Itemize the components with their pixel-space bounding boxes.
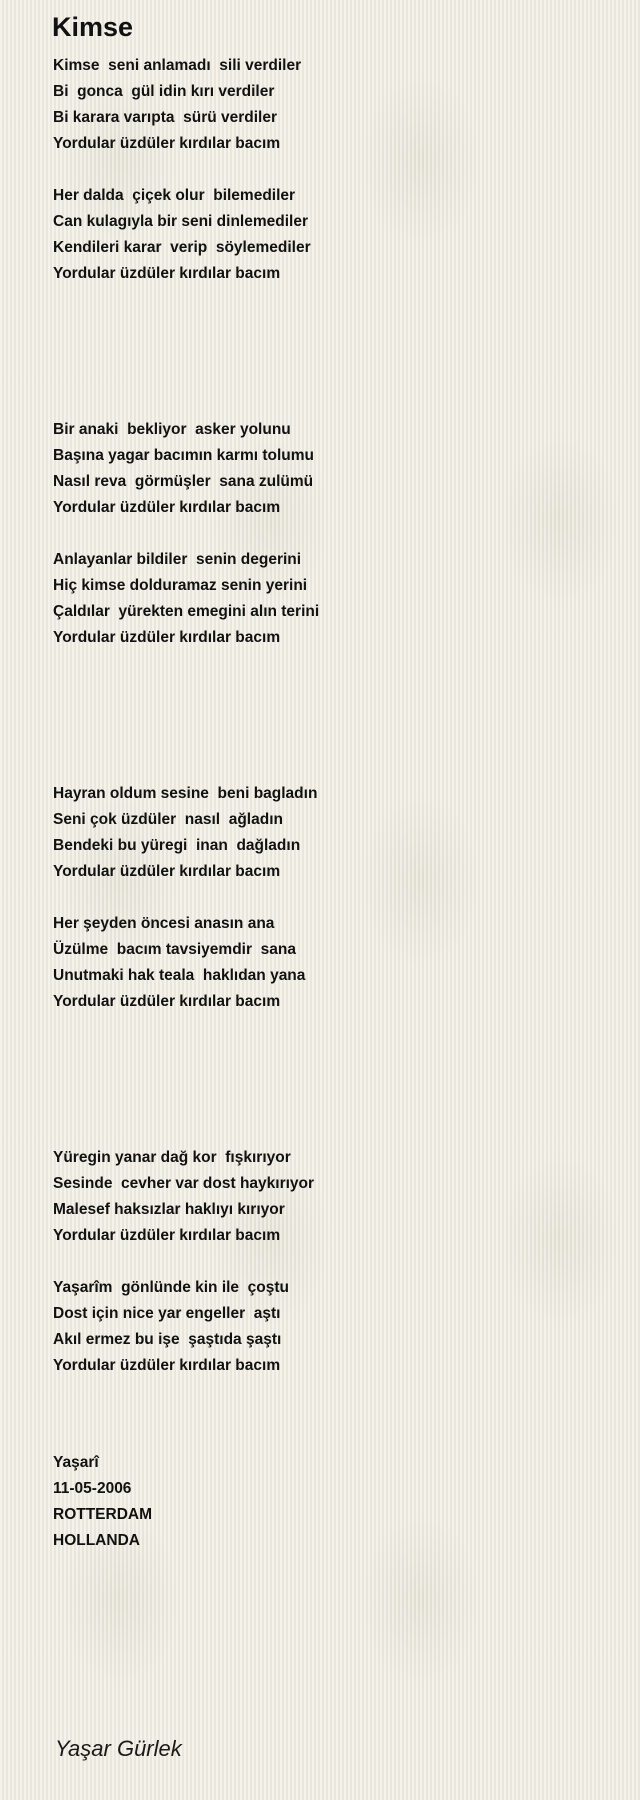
section-gap — [53, 651, 613, 781]
poem-line: Başına yagar bacımın karmı tolumu — [53, 447, 315, 464]
poem-line: Yordular üzdüler kırdılar bacım — [53, 499, 281, 516]
poem-line: Üzülme bacım tavsiyemdir sana — [53, 941, 296, 958]
stanza — [53, 417, 613, 521]
poem-line: Malesef haksızlar haklıyı kırıyor — [53, 1201, 285, 1218]
poem-line: Yordular üzdüler kırdılar bacım — [53, 135, 281, 152]
poem-line: Çaldılar yürekten emegini alın terini — [53, 603, 320, 620]
section-gap — [53, 287, 613, 417]
signature-name: Yaşarî — [53, 1454, 99, 1471]
stanza-gap — [53, 1249, 613, 1275]
stanza — [53, 1275, 613, 1379]
poem-line: Bi karara varıpta sürü verdiler — [53, 109, 278, 126]
poem-line: Bir anaki bekliyor asker yolunu — [53, 421, 291, 438]
signature-city: ROTTERDAM — [53, 1506, 153, 1523]
poem-line: Yordular üzdüler kırdılar bacım — [53, 863, 281, 880]
poem-line: Kendileri karar verip söylemediler — [53, 239, 311, 256]
poem-signature — [53, 1450, 152, 1554]
poem-line: Seni çok üzdüler nasıl ağladın — [53, 811, 283, 828]
poem-line: Unutmaki hak teala haklıdan yana — [53, 967, 306, 984]
poem-line: Dost için nice yar engeller aştı — [53, 1305, 281, 1322]
stanza — [53, 1145, 613, 1249]
poem-line: Akıl ermez bu işe şaştıda şaştı — [53, 1331, 282, 1348]
stanza-gap — [53, 885, 613, 911]
signature-country: HOLLANDA — [53, 1532, 140, 1549]
poem-line: Yordular üzdüler kırdılar bacım — [53, 993, 281, 1010]
stanza — [53, 547, 613, 651]
section-gap — [53, 1015, 613, 1145]
poem-line: Her dalda çiçek olur bilemediler — [53, 187, 296, 204]
poem-line: Yordular üzdüler kırdılar bacım — [53, 1227, 281, 1244]
stanza-gap — [53, 521, 613, 547]
author-name: Yaşar Gürlek — [55, 1736, 182, 1761]
poem-line: Sesinde cevher var dost haykırıyor — [53, 1175, 315, 1192]
stanza-gap — [53, 157, 613, 183]
stanza — [53, 183, 613, 287]
poem-line: Bi gonca gül idin kırı verdiler — [53, 83, 275, 100]
poem-line: Nasıl reva görmüşler sana zulümü — [53, 473, 314, 490]
stanza — [53, 53, 613, 157]
poem-line: Yordular üzdüler kırdılar bacım — [53, 1357, 281, 1374]
poem-line: Yordular üzdüler kırdılar bacım — [53, 265, 281, 282]
poem-line: Her şeyden öncesi anasın ana — [53, 915, 275, 932]
stanza — [53, 911, 613, 1015]
poem-line: Hayran oldum sesine beni bagladın — [53, 785, 318, 802]
poem-line: Yordular üzdüler kırdılar bacım — [53, 629, 281, 646]
poem-line: Hiç kimse dolduramaz senin yerini — [53, 577, 308, 594]
poem-body — [53, 53, 613, 1379]
signature-date: 11-05-2006 — [53, 1480, 132, 1497]
stanza — [53, 781, 613, 885]
poem-line: Yaşarîm gönlünde kin ile çoştu — [53, 1279, 290, 1296]
poem-title: Kimse — [52, 12, 134, 42]
poem-line: Can kulagıyla bir seni dinlemediler — [53, 213, 308, 230]
poem-line: Anlayanlar bildiler senin degerini — [53, 551, 302, 568]
poem-line: Kimse seni anlamadı sili verdiler — [53, 57, 302, 74]
poem-line: Bendeki bu yüregi inan dağladın — [53, 837, 301, 854]
poem-line: Yüregin yanar dağ kor fışkırıyor — [53, 1149, 291, 1166]
